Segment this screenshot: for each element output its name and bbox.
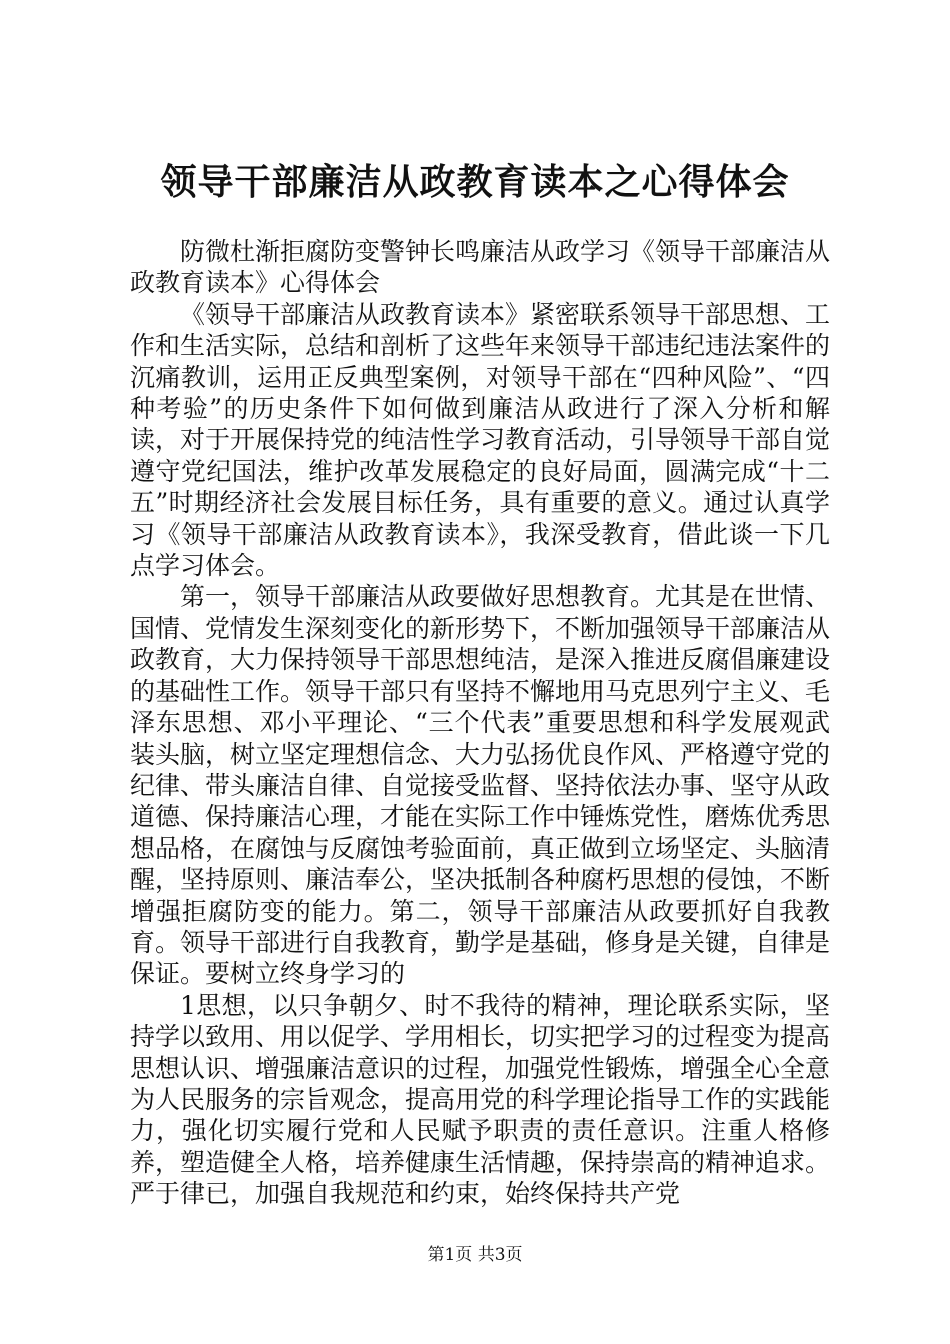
paragraph-continued: 1思想，以只争朝夕、时不我待的精神，理论联系实际，坚持学以致用、用以促学、学用相长，切实把学习的过程变为提高思想认识、增强廉洁意识的过程，加强党性锻炼，增强全心全意为人民服务的宗旨观念，提高用党的科学理论指导工作的实践能力，强化切实履行党和人民赋予职责的责任意识。注重人格修养，塑造健全人格，培养健康生活情趣，保持崇高的精神追求。严于律已，加强自我规范和约束，始终保持共产党 [130,990,831,1209]
page-number-footer: 第1页 共3页 [427,1245,523,1265]
paragraph-point-one: 第一，领导干部廉洁从政要做好思想教育。尤其是在世情、国情、党情发生深刻变化的新形势下，不断加强领导干部廉洁从政教育，大力保持领导干部思想纯洁，是深入推进反腐倡廉建设的基础性工作。领导干部只有坚持不懈地用马克思列宁主义、毛泽东思想、邓小平理论、“三个代表”重要思想和科学发展观武装头脑，树立坚定理想信念、大力弘扬优良作风、严格遵守党的纪律、带头廉洁自律、自觉接受监督、坚持依法办事、坚守从政道德、保持廉洁心理，才能在实际工作中锤炼党性，磨炼优秀思想品格，在腐蚀与反腐蚀考验面前，真正做到立场坚定、头脑清醒，坚持原则、廉洁奉公，坚决抵制各种腐朽思想的侵蚀，不断增强拒腐防变的能力。第二，领导干部廉洁从政要抓好自我教育。领导干部进行自我教育，勤学是基础，修身是关键，自律是保证。要树立终身学习的 [130,582,831,989]
paragraph-subtitle: 防微杜渐拒腐防变警钟长鸣廉洁从政学习《领导干部廉洁从政教育读本》心得体会 [130,237,831,298]
paragraph-intro: 《领导干部廉洁从政教育读本》紧密联系领导干部思想、工作和生活实际，总结和剖析了这些年来领导干部违纪违法案件的沉痛教训，运用正反典型案例，对领导干部在“四种风险”、“四种考验”的历史条件下如何做到廉洁从政进行了深入分析和解读，对于开展保持党的纯洁性学习教育活动，引导领导干部自觉遵守党纪国法，维护改革发展稳定的良好局面，圆满完成“十二五”时期经济社会发展目标任务，具有重要的意义。通过认真学习《领导干部廉洁从政教育读本》，我深受教育，借此谈一下几点学习体会。 [130,299,831,581]
document-title: 领导干部廉洁从政教育读本之心得体会 [160,161,790,203]
document-body [130,236,830,1210]
